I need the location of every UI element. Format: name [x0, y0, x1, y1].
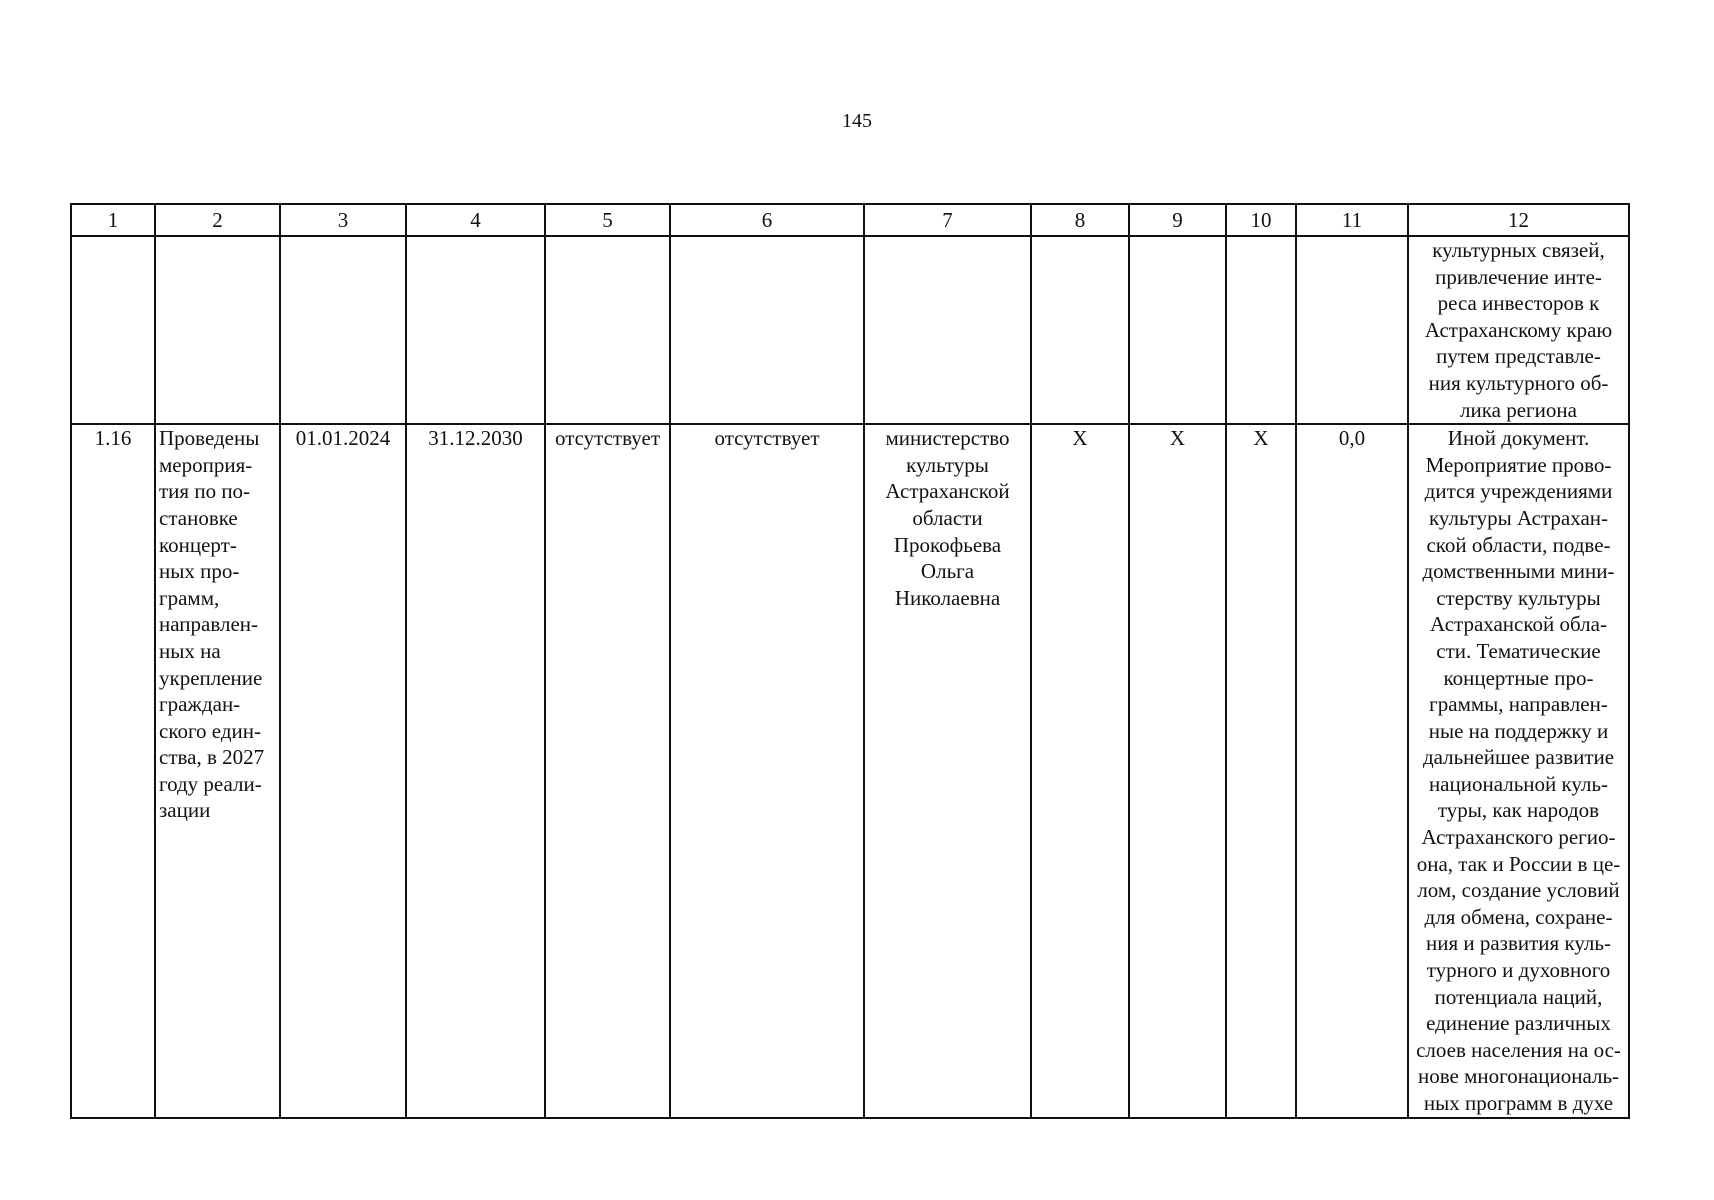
col11-value: 0,0	[1296, 424, 1408, 1117]
header-cell-3: 3	[280, 204, 406, 236]
cont-cell-9	[1129, 236, 1226, 424]
col12-description: Иной документ. Мероприятие прово- дится учреждениями культуры Астрахан- ской области, подве- домственными мини- стерству культуры Астраханской обла- сти. Тематические концертные про- граммы, направлен- ные на поддержку и дальнейшее развитие национальной куль- туры, как народов Астраханского регио- она, так и России в це- лом, создание условий для обмена, сохране- ния и развития куль- турного и духовного потенциала наций, единение различных слоев населения на ос- нове многонациональ- ных программ в духе	[1408, 424, 1629, 1117]
header-cell-12: 12	[1408, 204, 1629, 236]
program-table	[70, 203, 1630, 1119]
cont-cell-5	[545, 236, 670, 424]
cont-cell-3	[280, 236, 406, 424]
header-cell-7: 7	[864, 204, 1031, 236]
cont-cell-8	[1031, 236, 1129, 424]
start-date: 01.01.2024	[280, 424, 406, 1117]
header-cell-5: 5	[545, 204, 670, 236]
responsible-executor: министерство культуры Астраханской области Прокофьева Ольга Николаевна	[864, 424, 1031, 1117]
end-date: 31.12.2030	[406, 424, 545, 1117]
cont-cell-10	[1226, 236, 1296, 424]
col8-value: Х	[1031, 424, 1129, 1117]
table-row-1-16	[71, 424, 1629, 1117]
page-number: 145	[842, 110, 872, 132]
row-number: 1.16	[71, 424, 155, 1117]
header-cell-11: 11	[1296, 204, 1408, 236]
col9-value: Х	[1129, 424, 1226, 1117]
cont-cell-2	[155, 236, 280, 424]
header-row	[71, 204, 1629, 236]
continuation-row	[71, 236, 1629, 424]
header-cell-4: 4	[406, 204, 545, 236]
cont-cell-4	[406, 236, 545, 424]
header-cell-8: 8	[1031, 204, 1129, 236]
cont-cell-1	[71, 236, 155, 424]
cont-cell-12: культурных связей, привлечение инте- реса инвесторов к Астраханскому краю путем представле- ния культурного об- лика региона	[1408, 236, 1629, 424]
result-description: Проведены мероприя- тия по по- становке концерт- ных про- грамм, направлен- ных на укрепление граждан- ского един- ства, в 2027 году реали- зации	[155, 424, 280, 1117]
header-cell-1: 1	[71, 204, 155, 236]
cont-cell-6	[670, 236, 864, 424]
col5-value: отсутствует	[545, 424, 670, 1117]
header-cell-6: 6	[670, 204, 864, 236]
cont-cell-7	[864, 236, 1031, 424]
col6-value: отсутствует	[670, 424, 864, 1117]
cont-cell-11	[1296, 236, 1408, 424]
header-cell-10: 10	[1226, 204, 1296, 236]
header-cell-2: 2	[155, 204, 280, 236]
col10-value: Х	[1226, 424, 1296, 1117]
header-cell-9: 9	[1129, 204, 1226, 236]
